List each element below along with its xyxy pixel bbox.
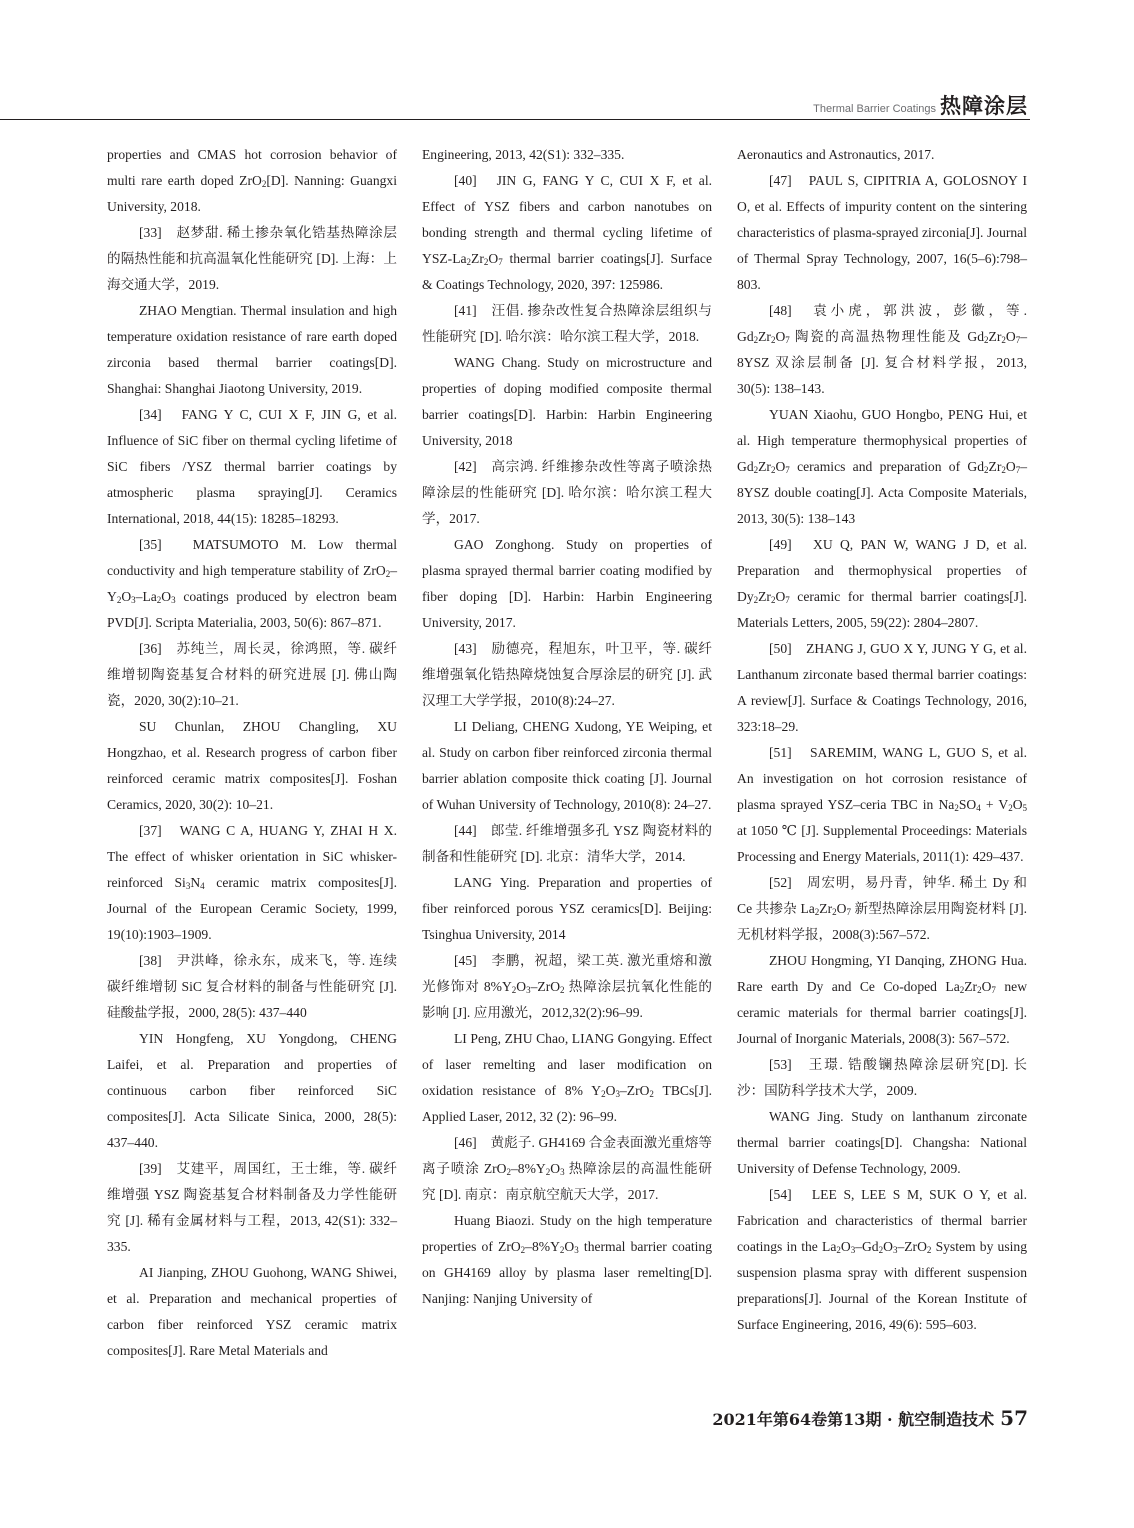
reference-entry: [34] FANG Y C, CUI X F, JIN G, et al. Influence of SiC fiber on thermal cycling lifetime of SiC fibers /YSZ thermal barrier coatings by atmospheric plasma spraying[J]. Ceramics International, 2018, 44(15): 18285–18293. <box>107 407 397 526</box>
reference-entry: [46] 黄彪子. GH4169 合金表面激光重熔等离子喷涂 $ZrO_2-8\%Y_2O_3$ 热障涂层的高温性能研究 [D]. 南京：南京航空航天大学，2017. <box>422 1135 713 1202</box>
reference-translation: YUAN Xiaohu, GUO Hongbo, PENG Hui, et al. High temperature thermophysical properties of $Gd_2Zr_2O_7$ ceramics and preparation of $Gd_2Zr_2O_7-8YSZ$ double coating[J]. Acta Composite Materials, 2013, 30(5): 138–143 <box>737 407 1027 526</box>
reference-column-3 <box>737 142 1027 1338</box>
reference-continuation: Aeronautics and Astronautics, 2017. <box>737 147 935 162</box>
reference-entry: [35] MATSUMOTO M. Low thermal conductivity and high temperature stability of $ZrO_2-Y_2O_3-La_2O_3$ coatings produced by electron beam PVD[J]. Scripta Materialia, 2003, 50(6): 867–871. <box>107 537 397 630</box>
reference-translation: WANG Jing. Study on lanthanum zirconate thermal barrier coatings[D]. Changsha: National University of Defense Technology, 2009. <box>737 1109 1027 1176</box>
reference-translation: LI Deliang, CHENG Xudong, YE Weiping, et al. Study on carbon fiber reinforced zirconia thermal barrier ablation composite thick coating [J]. Journal of Wuhan University of Technology, 2010(8): 24–27. <box>422 719 712 812</box>
reference-entry: [53] 王璟. 锆酸镧热障涂层研究[D]. 长沙：国防科学技术大学，2009. <box>737 1057 1027 1098</box>
reference-continuation: Engineering, 2013, 42(S1): 332–335. <box>422 147 625 162</box>
reference-translation: YIN Hongfeng, XU Yongdong, CHENG Laifei, et al. Preparation and properties of continuous carbon fiber reinforced SiC composites[J]. Acta Silicate Sinica, 2000, 28(5): 437–440. <box>107 1031 397 1150</box>
reference-translation: LANG Ying. Preparation and properties of fiber reinforced porous YSZ ceramics[D]. Beijing: Tsinghua University, 2014 <box>422 875 712 942</box>
reference-translation: SU Chunlan, ZHOU Changling, XU Hongzhao, et al. Research progress of carbon fiber reinforced ceramic matrix composites[J]. Foshan Ceramics, 2020, 30(2): 10–21. <box>107 719 397 812</box>
reference-translation: ZHOU Hongming, YI Danqing, ZHONG Hua. Rare earth Dy and Ce Co-doped $La_2Zr_2O_7$ new ceramic materials for thermal barrier coatings[J]. Journal of Inorganic Materials, 2008(3): 567–572. <box>737 953 1028 1046</box>
running-header-en: Thermal Barrier Coatings <box>813 103 936 115</box>
reference-entry: [49] XU Q, PAN W, WANG J D, et al. Preparation and thermophysical properties of $Dy_2Zr_2O_7$ ceramic for thermal barrier coatings[J]. Materials Letters, 2005, 59(22): 2804–2807. <box>737 537 1027 630</box>
journal-issue: 2021年第64卷第13期 · 航空制造技术 <box>712 1410 995 1429</box>
reference-column-2 <box>422 142 712 1312</box>
reference-entry: [48] 袁小虎，郭洪波，彭徽，等. $Gd_2Zr_2O_7$ 陶瓷的高温热物理性能及 $Gd_2Zr_2O_7-8YSZ$ 双涂层制备 [J]. 复合材料学报，2013, 30(5): 138–143. <box>737 303 1027 396</box>
reference-entry: [50] ZHANG J, GUO X Y, JUNG Y G, et al. Lanthanum zirconate based thermal barrier coatings: A review[J]. Surface & Coatings Technology, 2016, 323:18–29. <box>737 641 1027 734</box>
reference-entry: [47] PAUL S, CIPITRIA A, GOLOSNOY I O, et al. Effects of impurity content on the sintering characteristics of plasma-sprayed zirconia[J]. Journal of Thermal Spray Technology, 2007, 16(5–6):798–803. <box>737 173 1027 292</box>
reference-continuation: properties and CMAS hot corrosion behavior of multi rare earth doped ZrO$_2$[D]. Nanning: Guangxi University, 2018. <box>107 147 397 214</box>
reference-column-1 <box>107 142 397 1364</box>
reference-entry: [44] 郎莹. 纤维增强多孔 YSZ 陶瓷材料的制备和性能研究 [D]. 北京：清华大学，2014. <box>422 823 712 864</box>
running-header-cn: 热障涂层 <box>940 94 1028 118</box>
reference-translation: LI Peng, ZHU Chao, LIANG Gongying. Effect of laser remelting and laser modification on oxidation resistance of 8% $Y_2O_3-ZrO_2$ TBCs[J]. Applied Laser, 2012, 32 (2): 96–99. <box>422 1031 713 1124</box>
reference-entry: [41] 汪倡. 掺杂改性复合热障涂层组织与性能研究 [D]. 哈尔滨：哈尔滨工程大学，2018. <box>422 303 712 344</box>
reference-translation: AI Jianping, ZHOU Guohong, WANG Shiwei, et al. Preparation and mechanical properties of carbon fiber reinforced YSZ ceramic matrix composites[J]. Rare Metal Materials and <box>107 1265 397 1358</box>
reference-translation: WANG Chang. Study on microstructure and properties of doping modified composite thermal barrier coatings[D]. Harbin: Harbin Engineering University, 2018 <box>422 355 712 448</box>
page-footer <box>712 1406 1028 1430</box>
reference-entry: [51] SAREMIM, WANG L, GUO S, et al. An investigation on hot corrosion resistance of plasma sprayed YSZ–ceria TBC in $Na_2SO_4 + V_2O_5$ at 1050 ℃ [J]. Supplemental Proceedings: Materials Processing and Energy Materials, 2011(1): 429–437. <box>737 745 1028 864</box>
reference-entry: [38] 尹洪峰，徐永东，成来飞，等. 连续碳纤维增韧 SiC 复合材料的制备与性能研究 [J]. 硅酸盐学报，2000, 28(5): 437–440 <box>107 953 397 1020</box>
reference-entry: [36] 苏纯兰，周长灵，徐鸿照，等. 碳纤维增韧陶瓷基复合材料的研究进展 [J]. 佛山陶瓷，2020, 30(2):10–21. <box>107 641 397 708</box>
reference-entry: [40] JIN G, FANG Y C, CUI X F, et al. Effect of YSZ fibers and carbon nanotubes on bonding strength and thermal cycling lifetime of YSZ-$La_2Zr_2O_7$ thermal barrier coatings[J]. Surface & Coatings Technology, 2020, 397: 125986. <box>422 173 712 292</box>
reference-entry: [37] WANG C A, HUANG Y, ZHAI H X. The effect of whisker orientation in SiC whisker-reinforced $Si_3N_4$ ceramic matrix composites[J]. Journal of the European Ceramic Society, 1999, 19(10):1903–1909. <box>107 823 397 942</box>
reference-translation: ZHAO Mengtian. Thermal insulation and high temperature oxidation resistance of rare earth doped zirconia based thermal barrier coatings[D]. Shanghai: Shanghai Jiaotong University, 2019. <box>107 303 397 396</box>
page-number: 57 <box>1000 1406 1028 1430</box>
reference-translation: GAO Zonghong. Study on properties of plasma sprayed thermal barrier coating modified by fiber doping [D]. Harbin: Harbin Engineering University, 2017. <box>422 537 712 630</box>
reference-entry: [33] 赵梦甜. 稀土掺杂氧化锆基热障涂层的隔热性能和抗高温氧化性能研究 [D]. 上海：上海交通大学，2019. <box>107 225 397 292</box>
reference-entry: [39] 艾建平，周国红，王士维，等. 碳纤维增强 YSZ 陶瓷基复合材料制备及力学性能研究 [J]. 稀有金属材料与工程，2013, 42(S1): 332–335. <box>107 1161 397 1254</box>
reference-entry: [54] LEE S, LEE S M, SUK O Y, et al. Fabrication and characteristics of thermal barrier coatings in the $La_2O_3-Gd_2O_3-ZrO_2$ System by using suspension plasma spray with different suspension preparations[J]. Journal of the Korean Institute of Surface Engineering, 2016, 49(6): 595–603. <box>737 1187 1028 1332</box>
reference-entry: [42] 高宗鸿. 纤维掺杂改性等离子喷涂热障涂层的性能研究 [D]. 哈尔滨：哈尔滨工程大学，2017. <box>422 459 712 526</box>
reference-translation: Huang Biaozi. Study on the high temperature properties of $ZrO_2-8\%Y_2O_3$ thermal barrier coating on GH4169 alloy by plasma laser remelting[D]. Nanjing: Nanjing University of <box>422 1213 713 1306</box>
reference-entry: [43] 励德亮，程旭东，叶卫平，等. 碳纤维增强氧化锆热障烧蚀复合厚涂层的研究 [J]. 武汉理工大学学报，2010(8):24–27. <box>422 641 712 708</box>
reference-entry: [45] 李鹏，祝超，梁工英. 激光重熔和激光修饰对 $8\%Y_2O_3-ZrO_2$ 热障涂层抗氧化性能的影响 [J]. 应用激光，2012,32(2):96–99. <box>422 953 712 1020</box>
reference-entry: [52] 周宏明，易丹青，钟华. 稀土 Dy 和 Ce 共掺杂 $La_2Zr_2O_7$ 新型热障涂层用陶瓷材料 [J]. 无机材料学报，2008(3):567–572. <box>737 875 1027 942</box>
header-rule <box>0 119 1030 120</box>
